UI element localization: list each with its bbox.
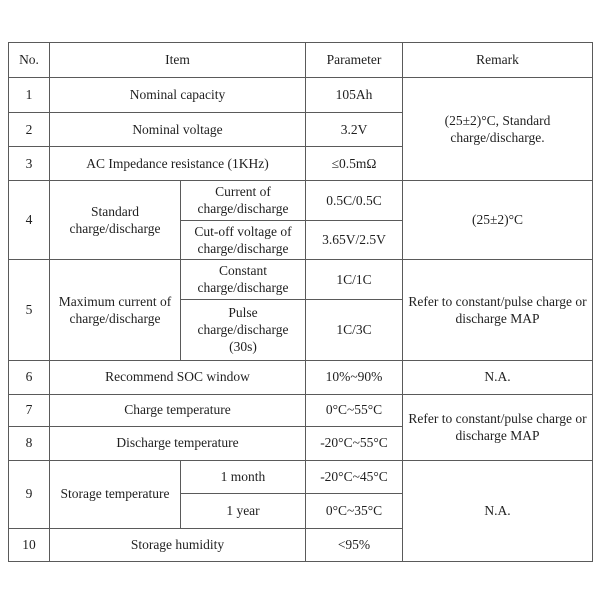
row1-item: Nominal capacity: [50, 78, 306, 113]
row2-no: 2: [9, 113, 50, 147]
row3-no: 3: [9, 147, 50, 181]
row1-parameter: 105Ah: [306, 78, 403, 113]
row5-subitem-constant: Constant charge/discharge: [181, 260, 306, 300]
row6-parameter: 10%~90%: [306, 360, 403, 394]
row8-parameter: -20°C~55°C: [306, 426, 403, 460]
table-row: [9, 360, 593, 394]
row5-parameter-pulse: 1C/3C: [306, 299, 403, 360]
header-no: No.: [9, 43, 50, 78]
row3-item: AC Impedance resistance (1KHz): [50, 147, 306, 181]
row7-parameter: 0°C~55°C: [306, 394, 403, 426]
remark-rows9-10: N.A.: [403, 460, 593, 561]
row8-item: Discharge temperature: [50, 426, 306, 460]
row9-no: 9: [9, 460, 50, 528]
remark-row4: (25±2)°C: [403, 181, 593, 260]
row7-no: 7: [9, 394, 50, 426]
remark-row6: N.A.: [403, 360, 593, 394]
row4-subitem-cutoff: Cut-off voltage of charge/discharge: [181, 220, 306, 260]
row9-parameter-1year: 0°C~35°C: [306, 493, 403, 528]
row4-parameter-cutoff: 3.65V/2.5V: [306, 220, 403, 260]
table-row: [9, 181, 593, 221]
row9-parameter-1month: -20°C~45°C: [306, 460, 403, 493]
row5-no: 5: [9, 260, 50, 361]
table-row: [9, 394, 593, 426]
row6-item: Recommend SOC window: [50, 360, 306, 394]
row4-item: Standard charge/discharge: [50, 181, 181, 260]
row4-no: 4: [9, 181, 50, 260]
header-row: [9, 43, 593, 78]
row5-subitem-pulse: Pulse charge/discharge (30s): [181, 299, 306, 360]
row8-no: 8: [9, 426, 50, 460]
table-row: [9, 260, 593, 300]
row5-parameter-constant: 1C/1C: [306, 260, 403, 300]
row3-parameter: ≤0.5mΩ: [306, 147, 403, 181]
row6-no: 6: [9, 360, 50, 394]
battery-spec-table: [8, 42, 593, 562]
row9-subitem-1month: 1 month: [181, 460, 306, 493]
row5-item: Maximum current of charge/discharge: [50, 260, 181, 361]
row2-parameter: 3.2V: [306, 113, 403, 147]
header-parameter: Parameter: [306, 43, 403, 78]
remark-rows1-3: (25±2)°C, Standard charge/discharge.: [403, 78, 593, 181]
header-remark: Remark: [403, 43, 593, 78]
row4-subitem-current: Current of charge/discharge: [181, 181, 306, 221]
row1-no: 1: [9, 78, 50, 113]
table-row: [9, 78, 593, 113]
row9-subitem-1year: 1 year: [181, 493, 306, 528]
remark-row5: Refer to constant/pulse charge or discharge MAP: [403, 260, 593, 361]
row4-parameter-current: 0.5C/0.5C: [306, 181, 403, 221]
remark-rows7-8: Refer to constant/pulse charge or discharge MAP: [403, 394, 593, 460]
row10-parameter: <95%: [306, 528, 403, 561]
row2-item: Nominal voltage: [50, 113, 306, 147]
table-row: [9, 460, 593, 493]
row10-item: Storage humidity: [50, 528, 306, 561]
row9-item: Storage temperature: [50, 460, 181, 528]
header-item: Item: [50, 43, 306, 78]
row10-no: 10: [9, 528, 50, 561]
row7-item: Charge temperature: [50, 394, 306, 426]
